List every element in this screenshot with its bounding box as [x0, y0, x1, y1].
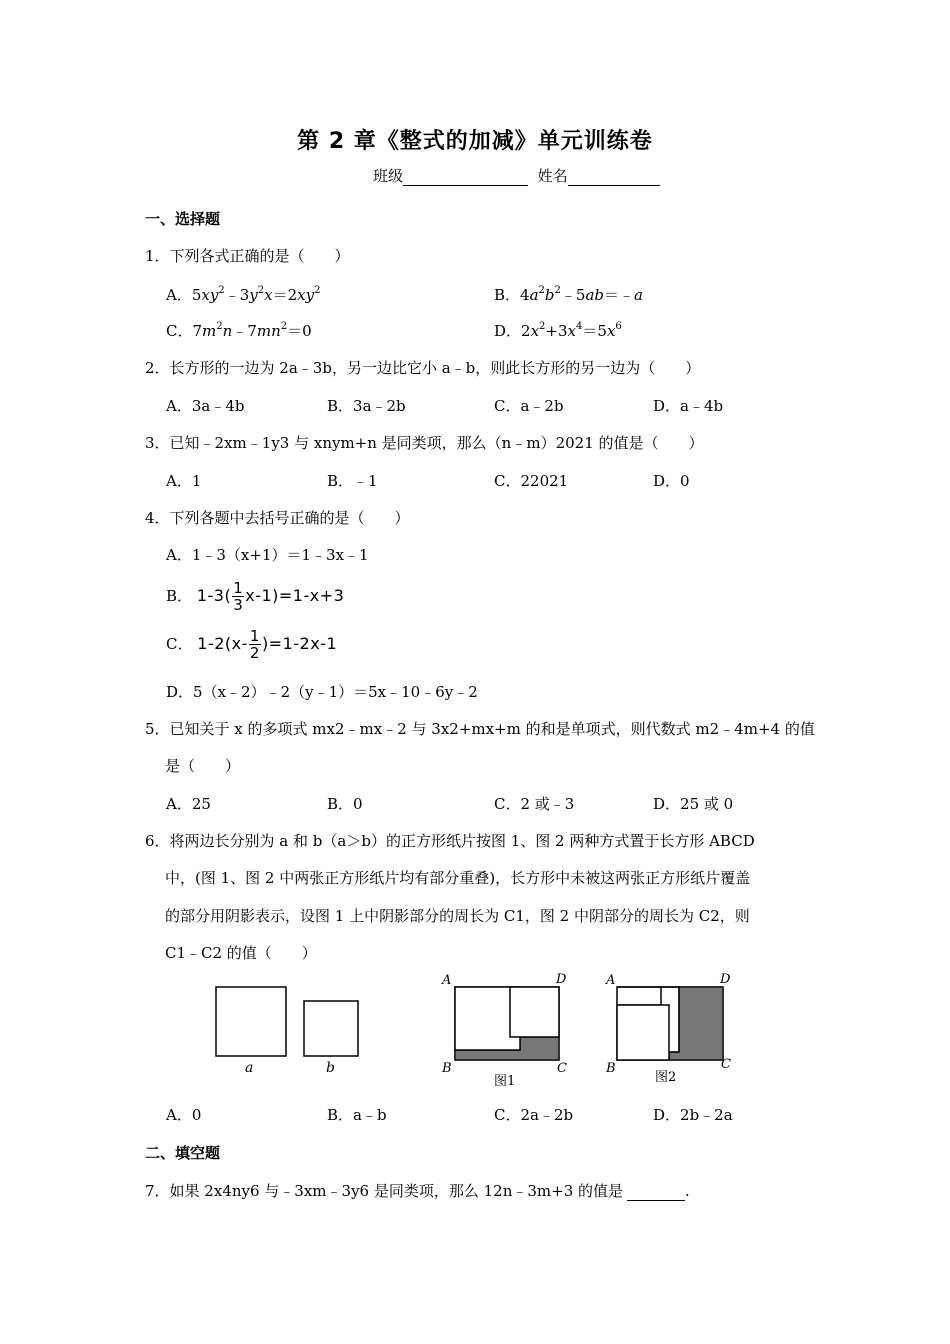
q5-option-c[interactable]: C．2 或﹣3	[494, 795, 575, 813]
section-choice-heading: 一、选择题	[145, 210, 221, 228]
q2-option-b[interactable]: B．3a﹣2b	[327, 397, 406, 415]
svg-text:A: A	[606, 973, 616, 988]
q4-c-expression: 1-2(x- $\frac{1}{2}$ )=1-2x-1	[197, 627, 338, 662]
q6-option-b[interactable]: B．a﹣b	[327, 1106, 387, 1124]
figure-1	[441, 972, 567, 1089]
class-blank[interactable]	[403, 168, 528, 186]
q1-option-a[interactable]: A．$5xy^2﹣3y^2x=2xy^2$	[166, 285, 321, 304]
q6-option-d[interactable]: D．2b﹣2a	[653, 1106, 733, 1124]
q6-option-c[interactable]: C．2a﹣2b	[494, 1106, 574, 1124]
q2-option-c[interactable]: C．a﹣2b	[494, 397, 564, 415]
q4-option-d[interactable]: D．5（x﹣2）﹣2（y﹣1）＝5x﹣10﹣6y﹣2	[166, 683, 478, 701]
svg-text:A: A	[442, 973, 452, 988]
q5-stem-line2: 是（ ）	[165, 757, 241, 775]
q5-option-d[interactable]: D．25 或 0	[653, 795, 734, 813]
page-title: 第 2 章《整式的加减》单元训练卷	[297, 129, 653, 154]
q6-stem-line1: 6．将两边长分别为 a 和 b（a＞b）的正方形纸片按图 1、图 2 两种方式置于长方形 ABCD	[145, 832, 755, 850]
q5-option-b[interactable]: B．0	[327, 795, 363, 813]
class-name-line	[373, 165, 660, 186]
q3-stem: 3．已知﹣2xm﹣1y3 与 xnym+n 是同类项，那么（n﹣m）2021 的值是（ ）	[145, 434, 704, 452]
figure-1-caption: 图1	[494, 1074, 516, 1089]
q1-option-c[interactable]: C．$7m^2n﹣7mn^2=0$	[166, 321, 312, 340]
q4-option-b[interactable]: B． 1-3( $\frac{1}{3}$ x-1)=1-x+3	[166, 579, 345, 614]
q4-stem: 4．下列各题中去括号正确的是（ ）	[145, 509, 410, 527]
svg-text:B: B	[442, 1061, 452, 1076]
q3-option-d[interactable]: D．0	[653, 472, 690, 490]
q1-option-b[interactable]: B．$4a^2b^2﹣5ab=﹣a$	[494, 285, 643, 304]
q6-stem-line3: 的部分用阴影表示，设图 1 上中阴影部分的周长为 C1，图 2 中阴部分的周长为 C2，则	[165, 907, 750, 925]
q7-stem: 7．如果 2x4ny6 与﹣3xm﹣3y6 是同类项，那么 12n﹣3m+3 的值是 .	[145, 1182, 690, 1200]
square-b	[304, 1001, 358, 1056]
square-a	[216, 987, 286, 1056]
figure-2	[605, 972, 731, 1085]
q5-option-a[interactable]: A．25	[166, 795, 211, 813]
svg-text:C: C	[721, 1057, 731, 1072]
q2-stem: 2．长方形的一边为 2a﹣3b，另一边比它小 a﹣b，则此长方形的另一边为（ ）	[145, 359, 701, 377]
q3-option-c[interactable]: C．22021	[494, 472, 569, 490]
section-fill-heading: 二、填空题	[145, 1144, 221, 1162]
q4-option-a[interactable]: A．1﹣3（x+1）＝1﹣3x﹣1	[166, 546, 369, 564]
q1-stem: 1．下列各式正确的是（ ）	[145, 247, 350, 265]
q7-answer-blank[interactable]	[627, 1186, 685, 1201]
q2-option-a[interactable]: A．3a﹣4b	[166, 397, 245, 415]
q1-option-d[interactable]: D．$2x^2+3x^4=5x^6$	[494, 321, 622, 340]
svg-text:B: B	[606, 1061, 616, 1076]
q6-stem-line2: 中，(图 1、图 2 中两张正方形纸片均有部分重叠)，长方形中未被这两张正方形纸片覆盖	[165, 869, 751, 887]
q6-stem-line4: C1﹣C2 的值（ ）	[165, 944, 317, 962]
name-label: 姓名	[537, 167, 568, 185]
q4-option-c[interactable]: C． 1-2(x- $\frac{1}{2}$ )=1-2x-1	[166, 627, 338, 662]
square-b-label: b	[326, 1060, 335, 1076]
figure-2-caption: 图2	[655, 1070, 677, 1085]
svg-text:D: D	[556, 972, 567, 987]
q6-option-a[interactable]: A．0	[166, 1106, 202, 1124]
q5-stem-line1: 5．已知关于 x 的多项式 mx2﹣mx﹣2 与 3x2+mx+m 的和是单项式，则代数式 m2﹣4m+4 的值	[145, 720, 815, 738]
svg-text:D: D	[720, 972, 731, 987]
q3-option-a[interactable]: A．1	[166, 472, 202, 490]
class-label: 班级	[373, 167, 404, 185]
q3-option-b[interactable]: B．﹣1	[327, 472, 378, 490]
name-blank[interactable]	[568, 168, 660, 186]
q2-option-d[interactable]: D．a﹣4b	[653, 397, 724, 415]
q4-b-expression: 1-3( $\frac{1}{3}$ x-1)=1-x+3	[196, 579, 345, 614]
svg-text:C: C	[557, 1061, 567, 1076]
square-a-label: a	[245, 1060, 254, 1076]
q6-figures	[0, 960, 950, 1090]
